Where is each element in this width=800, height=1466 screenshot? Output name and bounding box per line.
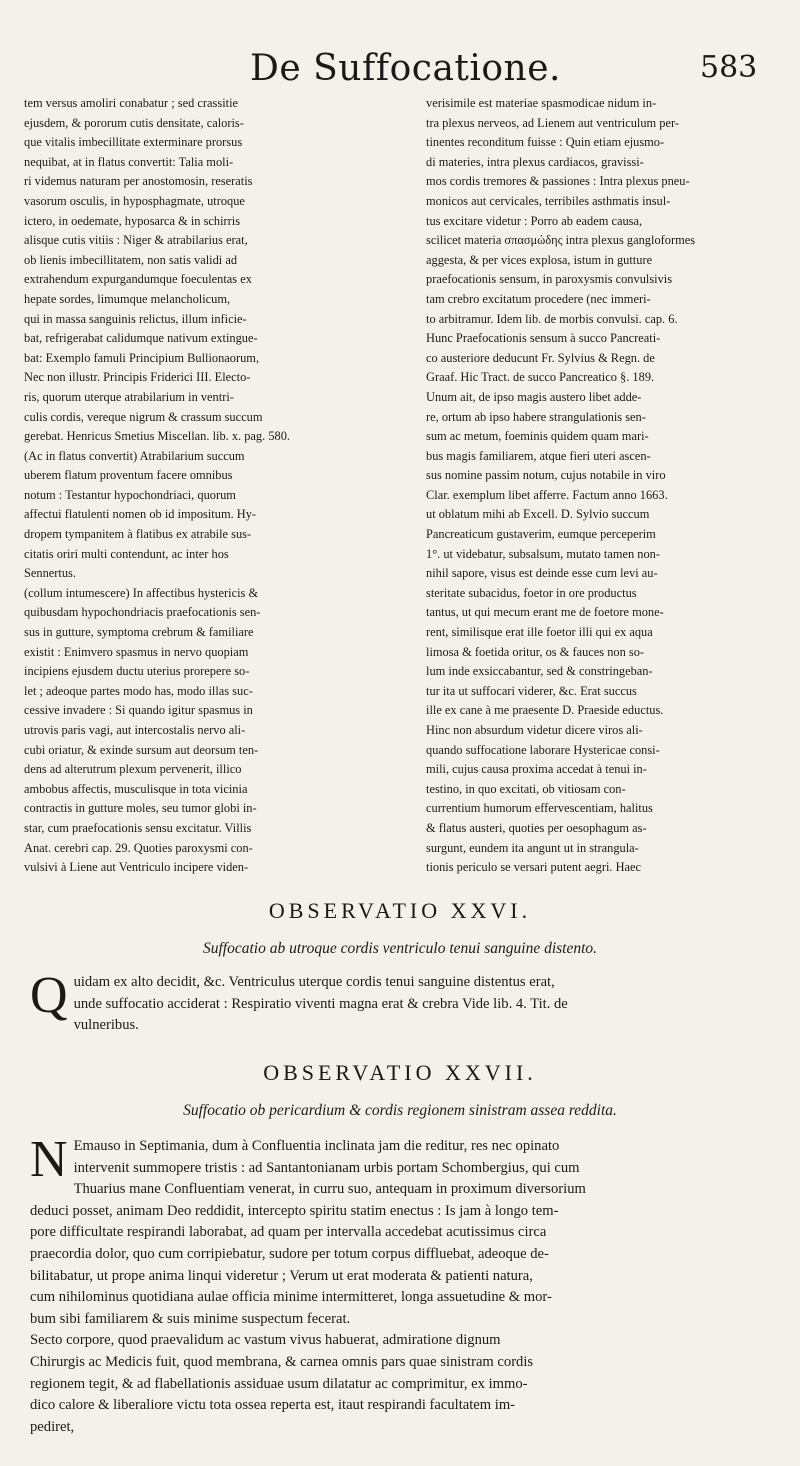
text-line: notum : Testantur hypochondriaci, quorum: [24, 487, 236, 502]
text-line: sum ac metum, foeminis quidem quam mari-: [426, 429, 649, 444]
text-line: Anat. cerebri cap. 29. Quoties paroxysmi con-: [24, 840, 253, 855]
two-column-text: [24, 94, 788, 878]
text-line: Pancreaticum gustaverim, eumque perceperim: [426, 527, 656, 542]
text-line: bum sibi familiarem & suis minime suspectum fecerat.: [30, 1310, 351, 1327]
text-line: & flatus austeri, quoties per oesophagum as-: [426, 820, 647, 835]
text-line: bilitabatur, ut prope anima linqui videretur ; Verum ut erat moderata & patienti natura,: [30, 1267, 533, 1284]
page-header: [0, 44, 800, 94]
text-line: scilicet materia σπασμώδης intra plexus gangloformes: [426, 233, 696, 248]
text-line: gerebat. Henricus Smetius Miscellan. lib. x. pag. 580.: [24, 429, 290, 444]
observation-text-27: [30, 1131, 768, 1438]
running-title: De Suffocatione.: [250, 48, 561, 89]
text-line: aggesta, & per vices explosa, istum in gutture: [426, 252, 653, 267]
text-line: que vitalis imbecillitate exterminare prorsus: [24, 135, 243, 150]
text-line: monicos aut cervicales, terribiles asthmatis insul-: [426, 193, 671, 208]
text-line: quando suffocatione laborare Hystericae consi-: [426, 742, 660, 757]
text-line: 1°. ut videbatur, subsalsum, mutato tamen non-: [426, 546, 660, 561]
text-line: ut oblatum mihi ab Excell. D. Sylvio succum: [426, 507, 650, 522]
text-line: steritate subacidus, foetor in ore productus: [426, 585, 637, 600]
observation-subtitle-26: Suffocatio ab utroque cordis ventriculo tenui sanguine distento.: [202, 940, 598, 957]
text-line: tur ita ut suffocari viderer, &c. Erat succus: [426, 683, 637, 698]
text-line: tantus, ut qui mecum erant me de foetore mone-: [426, 605, 664, 620]
text-line: intervenit summopere tristis : ad Santantonianam urbis portam Schombergius, qui cum: [73, 1159, 580, 1176]
text-line: Nec non illustr. Principis Friderici III. Electo-: [24, 370, 251, 385]
text-line: ille ex cane à me praesente D. Praeside eductus.: [426, 703, 664, 718]
page-number: 583: [700, 50, 758, 85]
text-line: let ; adeoque partes modo has, modo illas suc-: [24, 683, 253, 698]
text-line: tem versus amoliri conabatur ; sed crassitie: [24, 96, 239, 110]
drop-cap: Q: [30, 967, 68, 1024]
text-line: dens ad alterutrum plexum pervenerit, illico: [24, 762, 242, 777]
text-line: praecordia dolor, quo cum corripiebatur, sudore per totum corpus diffluebat, adeoque de-: [30, 1245, 549, 1262]
text-line: uberem flatum proventum facere omnibus: [24, 468, 233, 483]
text-line: currentium humorum effervescentiam, halitus: [426, 801, 653, 816]
text-line: dico calore & liberaliore victu tota ossea reperta est, itaut respirandi facultatem im-: [30, 1397, 516, 1414]
text-line: existit : Enimvero spasmus in nervo quopiam: [24, 644, 249, 659]
text-line: ris, quorum uterque atrabilarium in ventri-: [24, 389, 234, 404]
text-line: dropem tympanitem à flatibus ex atrabile sus-: [24, 527, 252, 542]
text-line: unde suffocatio acciderat : Respiratio viventi magna erat & crebra Vide lib. 4. Tit. de: [73, 995, 568, 1012]
text-line: bus magis familiarem, atque fieri uteri ascen-: [426, 448, 651, 463]
text-line: mili, cujus causa proxima accedat à tenui in-: [426, 762, 647, 777]
text-line: ob lienis imbecillitatem, non satis validi ad: [24, 252, 238, 267]
text-line: verisimile est materiae spasmodicae nidum in-: [426, 96, 657, 110]
text-line: culis cordis, vereque nigrum & crassum succum: [24, 409, 263, 424]
text-line: pediret,: [30, 1418, 75, 1435]
text-line: sus in gutture, symptoma crebrum & familiare: [24, 625, 254, 640]
text-line: (Ac in flatus convertit) Atrabilarium succum: [24, 448, 245, 463]
text-line: star, cum praefocationis sensu excitatur. Villis: [24, 820, 252, 835]
observation-subtitle-27: Suffocatio ob pericardium & cordis regionem sinistram assea reddita.: [183, 1102, 617, 1119]
text-line: vulneribus.: [73, 1017, 139, 1034]
text-line: contractis in gutture moles, seu tumor globi in-: [24, 801, 257, 816]
text-line: vulsivi à Liene aut Ventriculo incipere viden-: [24, 860, 249, 875]
text-line: nequibat, at in flatus convertit: Talia moli-: [24, 154, 234, 169]
text-line: ejusdem, & pororum cutis densitate, caloris-: [24, 115, 244, 130]
text-line: regionem tegit, & ad flabellationis assiduae usum dilatatur ac comprimitur, ex immo-: [30, 1375, 528, 1392]
text-line: hepate sordes, limumque melancholicum,: [24, 291, 231, 306]
text-line: rent, similisque erat ille foetor illi qui ex aqua: [426, 625, 653, 640]
text-line: tionis periculo se versari putent aegri. Haec: [426, 860, 642, 875]
text-line: pore difficultate respirandi laborabat, ad quam per intervalla accedebat acutissimus circa: [30, 1224, 547, 1241]
text-line: Hinc non absurdum videtur dicere viros ali-: [426, 723, 643, 737]
text-line: utrovis paris vagi, aut intercostalis nervo ali-: [24, 723, 246, 737]
right-column: [426, 94, 788, 878]
text-line: co austeriore deducunt Fr. Sylvius & Regn. de: [426, 350, 655, 365]
text-line: quibusdam hypochondriacis praefocationis sen-: [24, 605, 261, 620]
text-line: Unum ait, de ipso magis austero libet adde-: [426, 389, 642, 404]
text-line: ambobus affectis, musculisque in tota vicinia: [24, 781, 248, 796]
text-line: di materies, intra plexus cardiacos, gravissi-: [426, 154, 644, 169]
drop-cap: N: [30, 1131, 68, 1188]
text-line: tus excitare videtur : Porro ab eadem causa,: [426, 213, 643, 228]
text-line: cessive invadere : Si quando igitur spasmus in: [24, 703, 253, 718]
observation-text-26: [30, 967, 768, 1037]
text-line: nihil sapore, visus est deinde esse cum levi au-: [426, 566, 658, 581]
text-line: incipiens ejusdem ductu uterius prorepere so-: [24, 664, 250, 679]
text-line: tam crebro excitatum procedere (nec immeri-: [426, 291, 651, 306]
text-line: surgunt, eundem ita angunt ut in strangula-: [426, 840, 639, 855]
text-line: to arbitramur. Idem lib. de morbis convulsi. cap. 6.: [426, 311, 678, 326]
left-column: [24, 94, 386, 878]
text-line: vasorum osculis, in hyposphagmate, utroque: [24, 193, 245, 208]
text-line: extrahendum expurgandumque foeculentas ex: [24, 272, 252, 287]
text-line: Chirurgis ac Medicis fuit, quod membrana, & carnea omnis pars quae sinistram cordis: [30, 1353, 534, 1370]
observation-heading-26: OBSERVATIO XXVI.: [268, 898, 532, 923]
text-line: tinentes reconditum fuisse : Quin etiam ejusmo-: [426, 135, 665, 150]
text-line: Secto corpore, quod praevalidum ac vastum vivus habuerat, admiratione dignum: [30, 1332, 501, 1349]
text-line: deduci posset, animam Deo reddidit, intercepto spiritu statim enectus : Is jam à longo tem-: [30, 1202, 559, 1219]
text-line: tra plexus nerveos, ad Lienem aut ventriculum per-: [426, 115, 679, 130]
text-line: cum nihilominus quotidiana aulae officia minime intermitteret, longa assuetudine & mor-: [30, 1289, 552, 1306]
text-line: limosa & foetida oritur, os & fauces non so-: [426, 644, 645, 659]
text-line: Sennertus.: [24, 566, 76, 581]
text-line: bat: Exemplo famuli Principium Bullionaorum,: [24, 350, 260, 365]
text-line: uidam ex alto decidit, &c. Ventriculus uterque cordis tenui sanguine distentus erat,: [73, 974, 555, 990]
text-line: (collum intumescere) In affectibus hystericis &: [24, 585, 259, 600]
text-line: Thuarius mane Confluentiam venerat, in curru suo, antequam in proximum diversorium: [73, 1181, 586, 1198]
observation-heading-27: OBSERVATIO XXVII.: [263, 1060, 537, 1085]
text-line: ictero, in oedemate, hyposarca & in schirris: [24, 213, 241, 228]
text-line: Hunc Praefocationis sensum à succo Pancreati-: [426, 331, 661, 346]
text-line: bat, refrigerabat calidumque nativum extingue-: [24, 331, 258, 346]
text-line: citatis oriri multi contendunt, ac inter hos: [24, 546, 229, 561]
text-line: Clar. exemplum libet afferre. Factum anno 1663.: [426, 487, 668, 502]
text-line: Graaf. Hic Tract. de succo Pancreatico §. 189.: [426, 370, 655, 385]
text-line: praefocationis sensum, in paroxysmis convulsivis: [426, 272, 673, 287]
text-line: lum inde exsiccabantur, sed & constringeban-: [426, 664, 653, 679]
text-line: testino, in quo excitati, ob vitiosam con-: [426, 781, 626, 796]
text-line: qui in massa sanguinis relictus, illum inficie-: [24, 311, 247, 326]
text-line: sus nomine passim notum, cujus notabile in viro: [426, 468, 666, 483]
text-line: alisque cutis vitiis : Niger & atrabilarius erat,: [24, 233, 248, 248]
text-line: affectui flatulenti nomen ob id impositum. Hy-: [24, 507, 257, 522]
text-line: mos cordis tremores & passiones : Intra plexus pneu-: [426, 174, 690, 189]
text-line: Emauso in Septimania, dum à Confluentia inclinata jam die reditur, res nec opinato: [73, 1138, 560, 1154]
text-line: re, ortum ab ipso habere strangulationis sen-: [426, 409, 646, 424]
text-line: cubi oriatur, & exinde sursum aut deorsum ten-: [24, 742, 259, 757]
text-line: ri videmus naturam per anostomosin, reseratis: [24, 174, 253, 189]
